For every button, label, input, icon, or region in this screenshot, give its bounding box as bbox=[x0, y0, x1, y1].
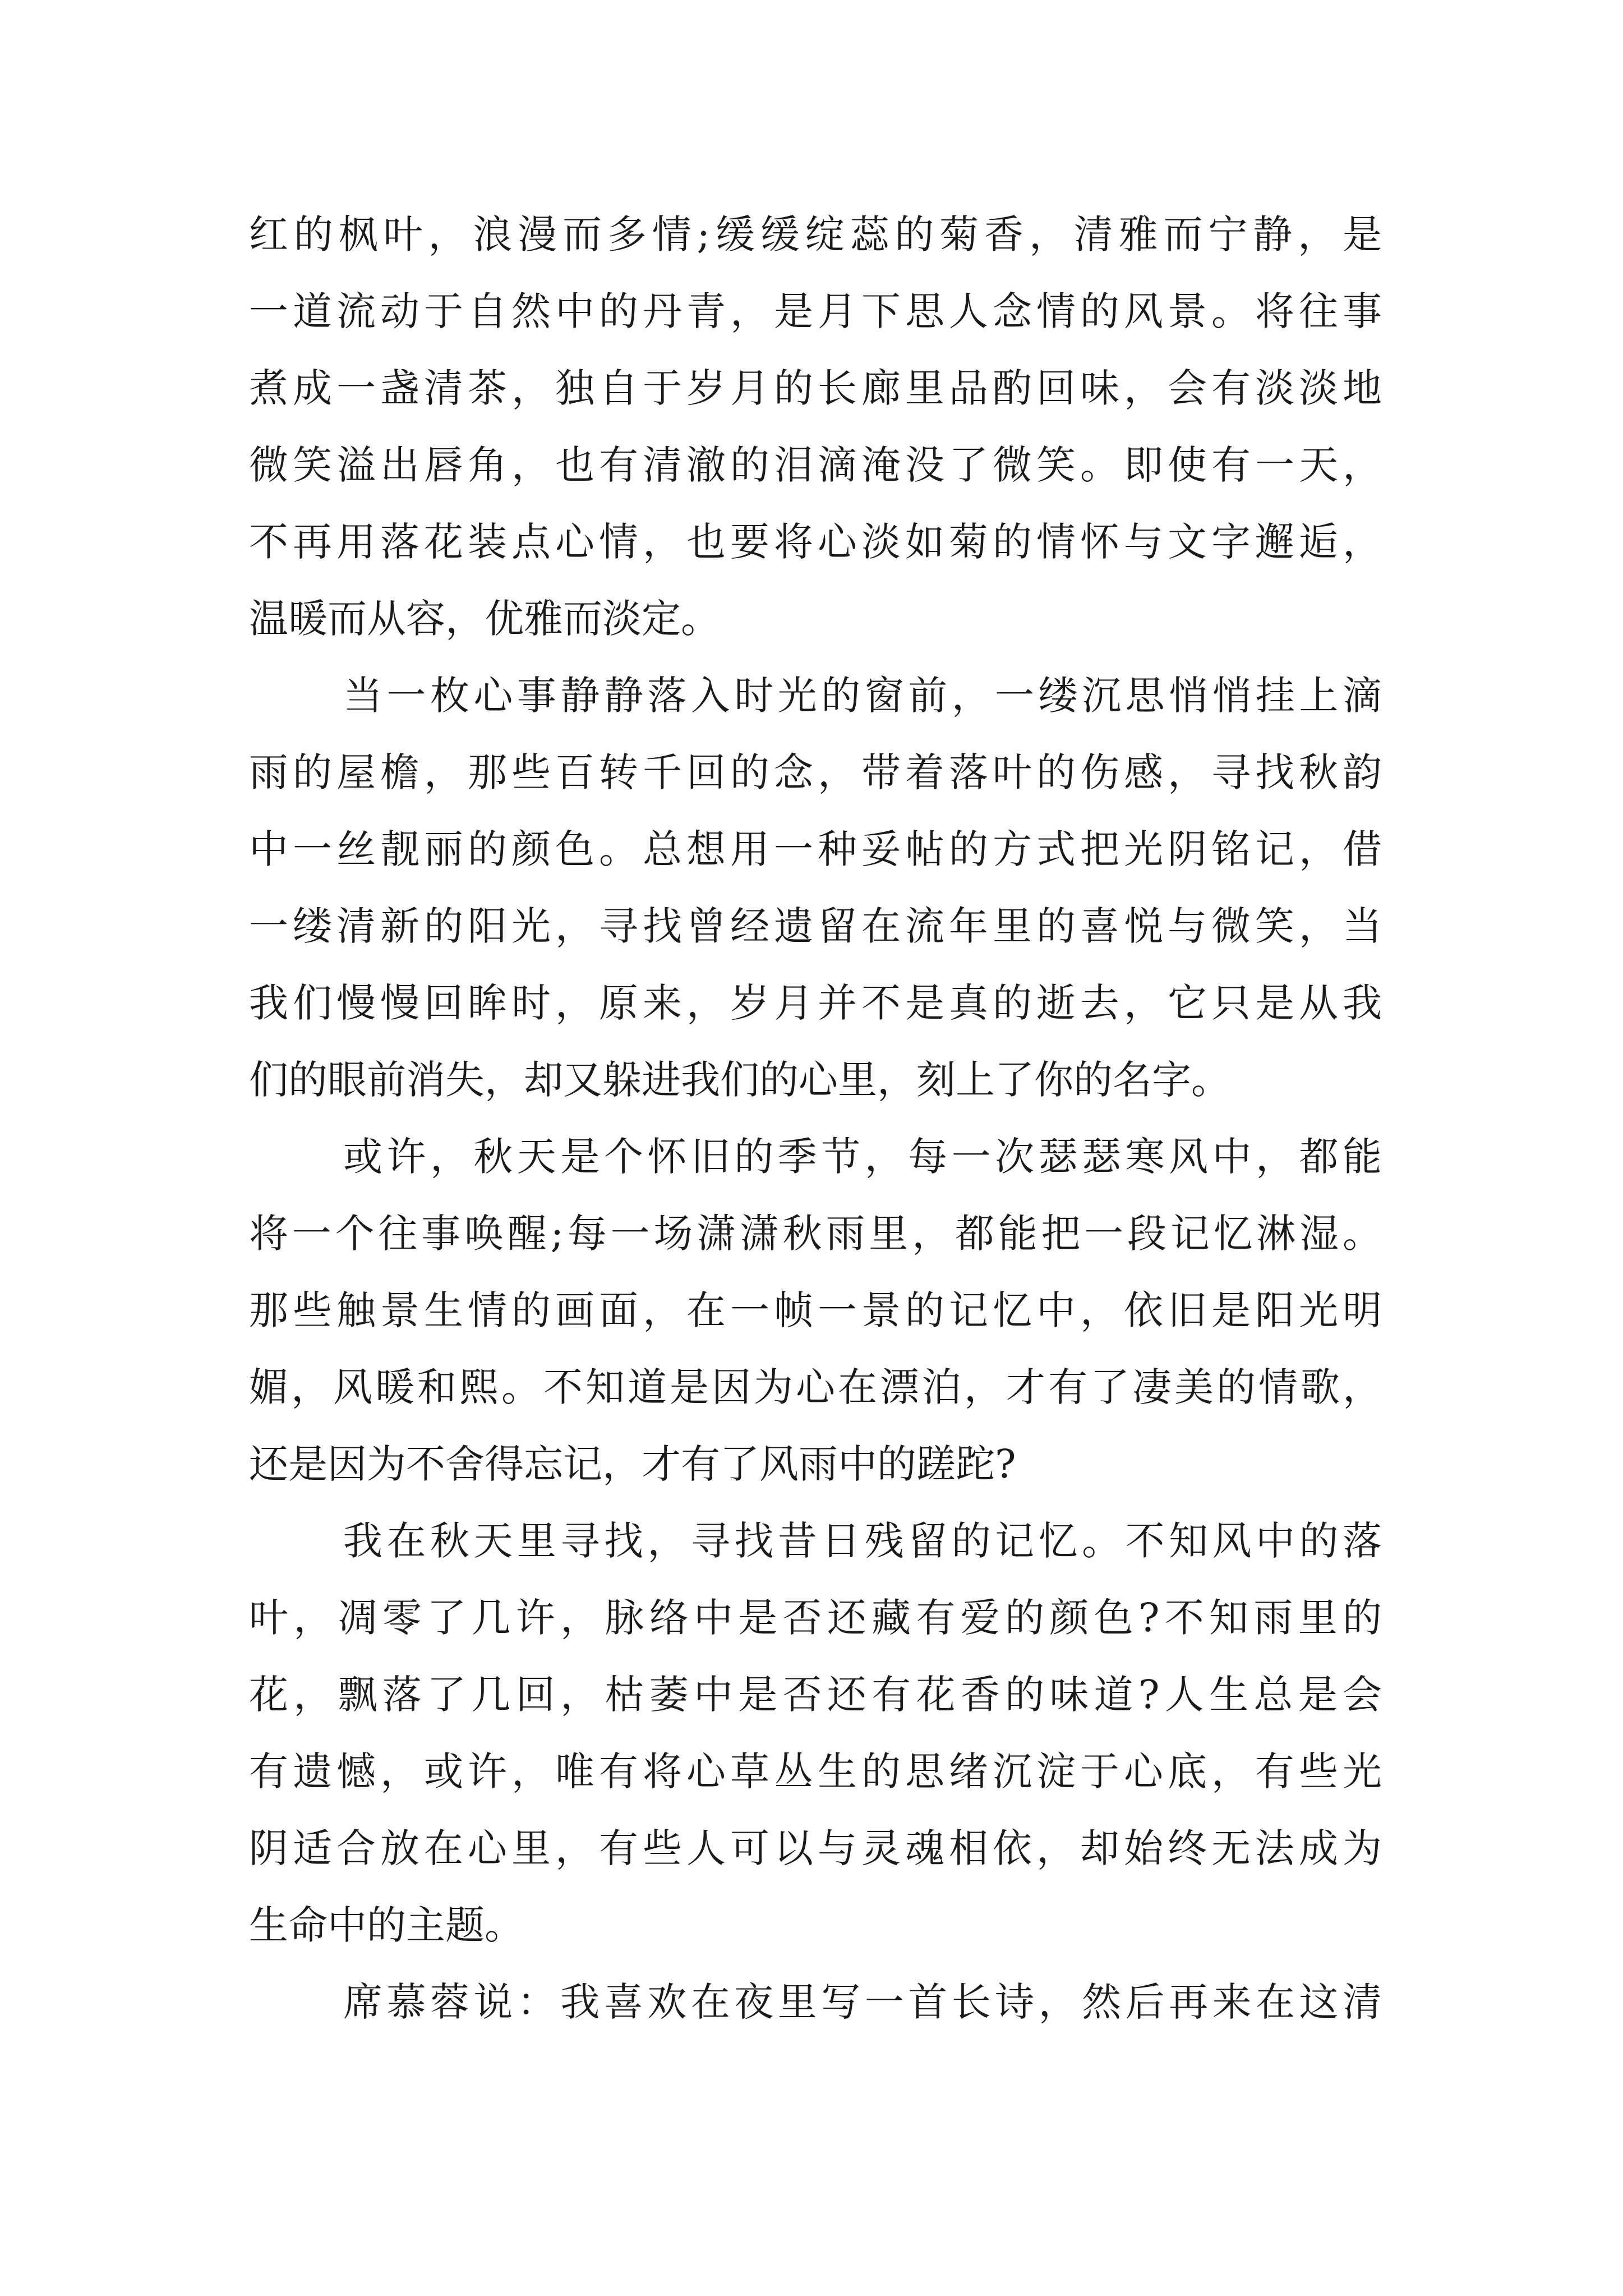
text-line: 有遗憾，或许，唯有将心草丛生的思绪沉淀于心底，有些光 bbox=[249, 1749, 1382, 1795]
text-line: 生命中的主题。 bbox=[249, 1902, 524, 1948]
text-line: 将一个往事唤醒;每一场潇潇秋雨里，都能把一段记忆淋湿。 bbox=[249, 1211, 1382, 1257]
text-line: 中一丝靓丽的颜色。总想用一种妥帖的方式把光阴铭记，借 bbox=[249, 826, 1382, 872]
text-line: 或许，秋天是个怀旧的季节，每一次瑟瑟寒风中，都能 bbox=[343, 1134, 1382, 1180]
paragraph-3 bbox=[249, 1119, 1382, 1503]
text-line: 煮成一盏清茶，独自于岁月的长廊里品酌回味，会有淡淡地 bbox=[249, 365, 1382, 411]
text-line: 媚，风暖和熙。不知道是因为心在漂泊，才有了凄美的情歌， bbox=[249, 1364, 1382, 1410]
paragraph-1 bbox=[249, 196, 1382, 657]
text-line: 阴适合放在心里，有些人可以与灵魂相依，却始终无法成为 bbox=[249, 1825, 1382, 1871]
text-line: 们的眼前消失，却又躲进我们的心里，刻上了你的名字。 bbox=[249, 1057, 1230, 1103]
text-line: 叶，凋零了几许，脉络中是否还藏有爱的颜色?不知雨里的 bbox=[249, 1595, 1382, 1641]
paragraph-2 bbox=[249, 657, 1382, 1119]
text-line: 还是因为不舍得忘记，才有了风雨中的蹉跎? bbox=[249, 1441, 1016, 1487]
text-line: 红的枫叶，浪漫而多情;缓缓绽蕊的菊香，清雅而宁静，是 bbox=[249, 211, 1382, 257]
text-line: 一缕清新的阳光，寻找曾经遗留在流年里的喜悦与微笑，当 bbox=[249, 903, 1382, 949]
text-line: 微笑溢出唇角，也有清澈的泪滴淹没了微笑。即使有一天， bbox=[249, 442, 1382, 488]
text-line: 当一枚心事静静落入时光的窗前，一缕沉思悄悄挂上滴 bbox=[343, 673, 1382, 719]
text-line: 花，飘落了几回，枯萎中是否还有花香的味道?人生总是会 bbox=[249, 1672, 1382, 1718]
text-line: 那些触景生情的画面，在一帧一景的记忆中，依旧是阳光明 bbox=[249, 1287, 1382, 1333]
text-line: 温暖而从容，优雅而淡定。 bbox=[249, 596, 720, 642]
text-line: 一道流动于自然中的丹青，是月下思人念情的风景。将往事 bbox=[249, 288, 1382, 334]
text-line: 席慕蓉说：我喜欢在夜里写一首长诗，然后再来在这清 bbox=[343, 1979, 1382, 2025]
paragraph-5 bbox=[249, 1964, 1382, 2041]
text-line: 雨的屋檐，那些百转千回的念，带着落叶的伤感，寻找秋韵 bbox=[249, 749, 1382, 795]
text-line: 我们慢慢回眸时，原来，岁月并不是真的逝去，它只是从我 bbox=[249, 980, 1382, 1026]
text-line: 不再用落花装点心情，也要将心淡如菊的情怀与文字邂逅， bbox=[249, 519, 1382, 565]
paragraph-4 bbox=[249, 1503, 1382, 1964]
text-line: 我在秋天里寻找，寻找昔日残留的记忆。不知风中的落 bbox=[343, 1518, 1382, 1564]
body-text bbox=[249, 196, 1382, 2041]
